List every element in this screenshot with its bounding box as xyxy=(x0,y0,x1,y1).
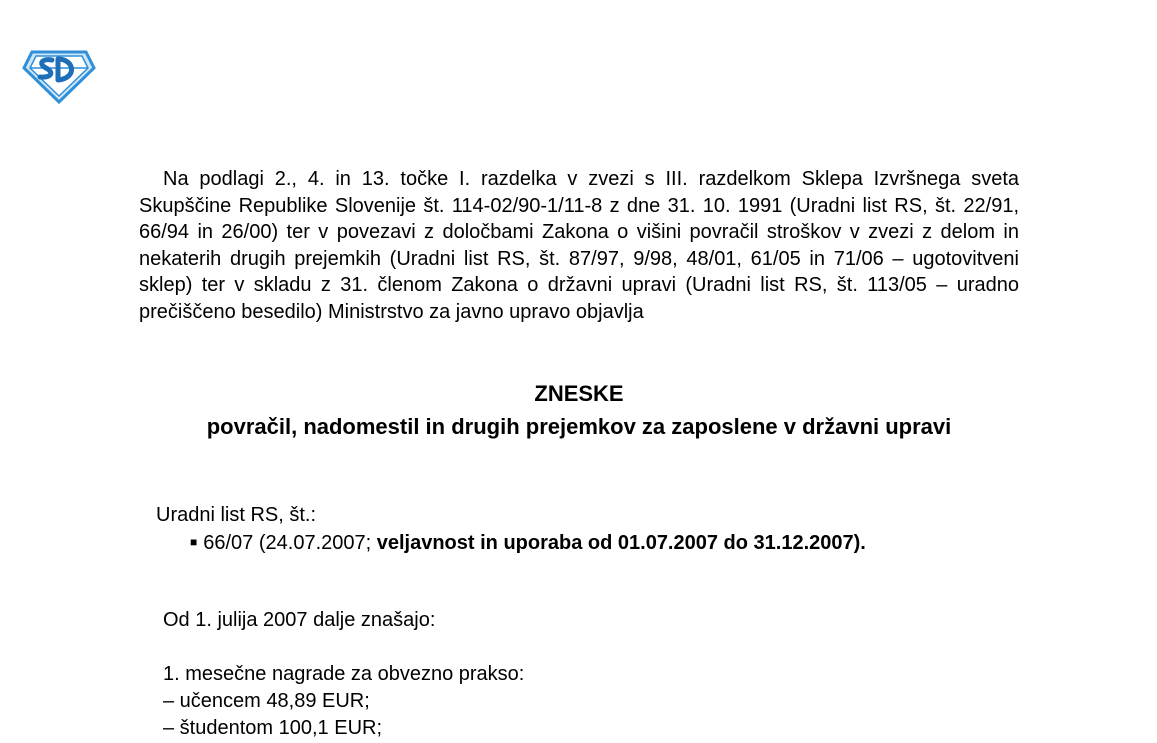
gazette-item xyxy=(190,529,866,556)
gazette-label: Uradni list RS, št.: xyxy=(156,504,317,526)
intro-paragraph: Na podlagi 2., 4. in 13. točke I. razdelka v zvezi s III. razdelkom Sklepa Izvršnega sveta Skupščine Republike Slovenije št. 114-02/90-1/11-8 z dne 31. 10. 1991 (Uradni list RS, št. 22/91, 66/94 in 26/00) ter v povezavi z določbami Zakona o višini povračil stroškov v zvezi z delom in nekaterih drugih prejemkih (Uradni list RS, št. 87/97, 9/98, 48/01, 61/05 in 71/06 – ugotovitveni sklep) ter v skladu z 31. členom Zakona o državni upravi (Uradni list RS, št. 113/05 – uradno prečiščeno besedilo) Ministrstvo za javno upravo objavlja xyxy=(139,168,1019,323)
from-date-line: Od 1. julija 2007 dalje znašajo: xyxy=(163,609,436,631)
section-1-heading: 1. mesečne nagrade za obvezno prakso: xyxy=(163,663,525,685)
sd-logo xyxy=(22,50,96,104)
gazette-item-plain: 66/07 (24.07.2007; xyxy=(203,532,377,554)
list-item-students: – študentom 100,1 EUR; xyxy=(163,717,383,739)
gazette-item-validity: veljavnost in uporaba od 01.07.2007 do 31.12.2007). xyxy=(376,532,866,554)
sd-diamond-icon xyxy=(22,50,96,104)
square-bullet-icon: ■ xyxy=(190,535,198,549)
list-item-pupils: – učencem 48,89 EUR; xyxy=(163,690,370,712)
document-subtitle: povračil, nadomestil in drugih prejemkov za zaposlene v državni upravi xyxy=(206,414,952,439)
document-title: ZNESKE xyxy=(534,381,624,406)
